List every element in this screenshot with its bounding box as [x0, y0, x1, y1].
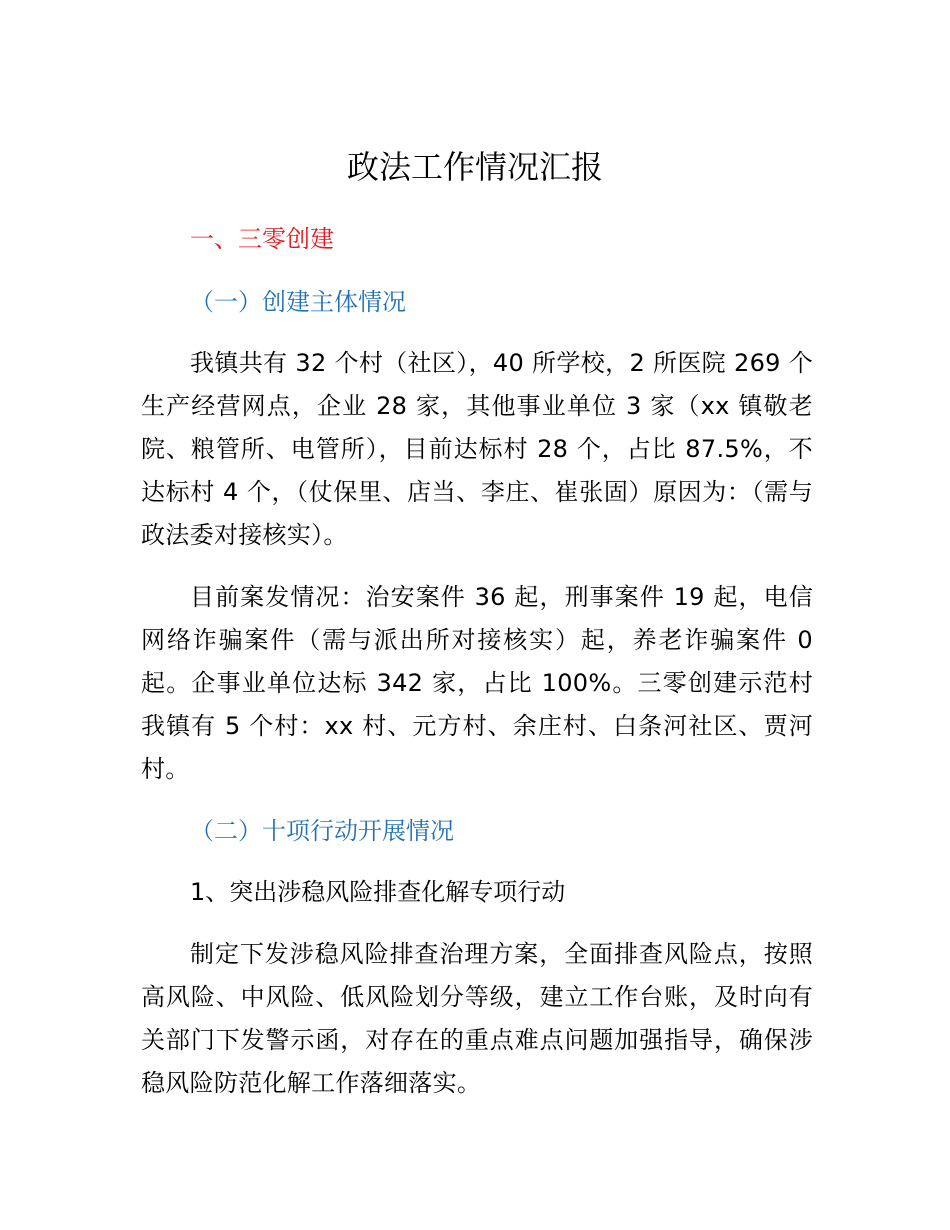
paragraph-risk-investigation: 制定下发涉稳风险排查治理方案，全面排查风险点，按照高风险、中风险、低风险划分等级，建立工作台账，及时向有关部门下发警示函，对存在的重点难点问题加强指导，确保涉稳风险防范化解工作落细落实。	[141, 940, 813, 1097]
paragraph-creation-subjects: 我镇共有 32 个村（社区），40 所学校，2 所医院 269 个生产经营网点，企业 28 家，其他事业单位 3 家（xx 镇敬老院、粮管所、电管所），目前达标村 28 个，占比 87.5%，不达标村 4 个，（仗保里、店当、李庄、崔张固）原因为：（需与政法委对接核实）。	[141, 349, 813, 549]
subsection-heading-ten-actions: （二）十项行动开展情况	[190, 817, 454, 845]
subsection-heading-creation-subjects: （一）创建主体情况	[190, 288, 406, 316]
item-heading-risk-investigation: 1、突出涉稳风险排查化解专项行动	[190, 878, 566, 906]
document-title: 政法工作情况汇报	[346, 148, 603, 186]
section-heading-three-zero: 一、三零创建	[190, 225, 334, 253]
paragraph-case-situation: 目前案发情况：治安案件 36 起，刑事案件 19 起，电信网络诈骗案件（需与派出所对接核实）起，养老诈骗案件 0 起。企事业单位达标 342 家，占比 100%。三零创建示范村我镇有 5 个村：xx 村、元方村、余庄村、白条河社区、贾河村。	[141, 583, 813, 783]
